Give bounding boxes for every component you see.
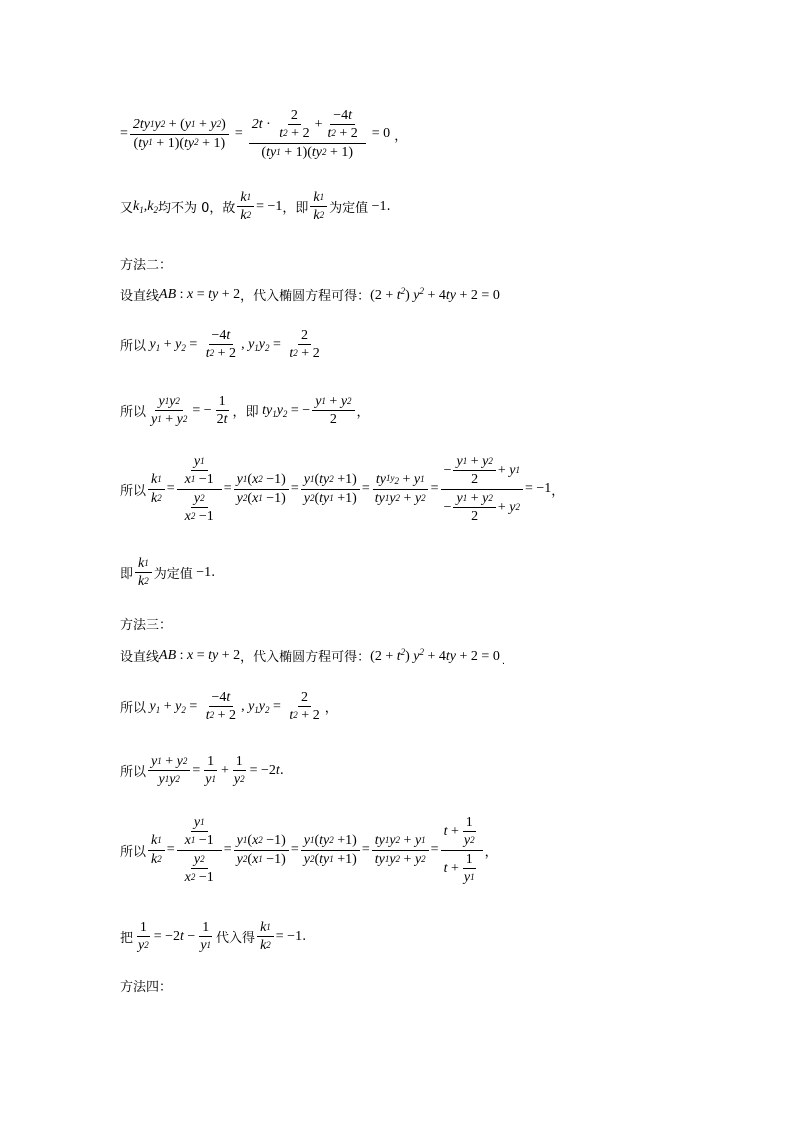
punctuation: . [386,199,391,215]
text-label: 即 [245,405,259,421]
punctuation: . [501,656,506,667]
reciprocal-line-3: 所以 y 1 + y 2 y 1 y 2 = 1 y 1 + 1 y 2 = −2t . [120,754,284,788]
text-label: 为定值 [329,201,369,217]
punctuation: . [302,929,307,945]
slope-ratio-line-2: 所以 k 1 k 2 = y 1 x 1 −1 y 2 x 2 −1 = y 1 ( x 2 −1) y 2 ( x 1 −1) = y 1 ( ty 2 +1) y 2 ( ty 1 +1) = ty $1y_2$ + y 1 ty 1 y 2 + y 2 = − y 1 + y 2 2 + y 1 − y 1 + y 2 2 + y 2 = −1 ， [120,454,565,525]
punctuation: ， [394,128,408,144]
text-label: ，代入椭圆方程可得： [240,650,371,665]
method-4-heading [120,976,172,995]
text-label: 把 [120,931,134,947]
punctuation: ， [484,844,498,860]
section-heading: 方法四： [120,980,173,995]
text-label: 设直线 [120,289,160,304]
punctuation: ， [356,405,370,421]
text-label: 即 [120,567,134,583]
fraction: 2ty 1 y 2 + ( y 1 + y 2 ) ( ty 1 + 1)( ty 2 + 1) [130,117,229,151]
section-heading: 方法三： [120,618,173,633]
text-label: 所以 [120,765,147,781]
section-heading: 方法二： [120,258,173,273]
text-label: 设直线 [120,650,160,665]
punctuation: ， [551,483,565,499]
text-label: 所以 [120,701,147,717]
vieta-line-2: 所以 $y_1 + y_2$ = −4 t t 2 + 2 , $y_1y_2$ = 2 t 2 + 2 [120,328,320,362]
conclusion-line-1: 又 $k_1,k_2$ 均不为 0，故 k 1 k 2 = −1 ，即 k 1 k 2 为定值 −1 . [120,190,391,224]
text-label: 均不为 0，故 [157,201,236,217]
method-3-heading [120,614,172,633]
text-label: 所以 [120,339,147,355]
fraction: 2t · 2 t 2 + 2 + −4 t t 2 + 2 ( ty 1 + 1)( ty 2 + 1) [249,108,366,160]
punctuation: . [279,763,284,779]
punctuation: . [211,565,216,581]
text-label: 又 [120,201,134,217]
text-label: 所以 [120,405,147,421]
line-setup-2: 设直线 AB : x = ty + 2 ，代入椭圆方程可得： $(2 + t^2)$ $y^2 + 4ty + 2 = 0$ [120,285,500,304]
text-label: 所以 [120,844,147,860]
punctuation: ， [324,701,338,717]
method-2-heading [120,254,172,273]
text-label: ，即 [282,201,309,217]
punctuation: ， [232,405,246,421]
text-label: 所以 [120,483,147,499]
equation-line-1: = 2ty 1 y 2 + ( y 1 + y 2 ) ( ty 1 + 1)( ty 2 + 1) = 2t · 2 t 2 + 2 + −4 t t 2 + 2 ( ty 1 + 1)( ty 2 + 1) = 0 ， [120,108,408,160]
text-label: 代入得 [216,931,256,947]
text-label: ，代入椭圆方程可得： [240,289,371,304]
conclusion-line-2: 即 k 1 k 2 为定值 −1 . [120,556,216,590]
line-setup-3: 设直线 AB : x = ty + 2 ，代入椭圆方程可得： $(2 + t^2)$ $y^2 + 4ty + 2 = 0$ . [120,646,506,667]
substitution-line-3: 把 1 y 2 = −2t − 1 y 1 代入得 k 1 k 2 = −1 . [120,920,307,954]
text-label: 为定值 [153,567,193,583]
slope-ratio-line-3: 所以 k 1 k 2 = y 1 x 1 −1 y 2 x 2 −1 = y 1 ( x 2 −1) y 2 ( x 1 −1) = y 1 ( ty 2 +1) y 2 ( ty 1 +1) = ty 1 y 2 + y 1 ty 1 y 2 + y 2 = t + 1 y 2 t + 1 y 1 ， [120,815,498,886]
ratio-line-2: 所以 y 1 y 2 y 1 + y 2 = − 1 2 t ， 即 $ty_1y_2$ = − y 1 + y 2 2 ， [120,394,370,428]
vieta-line-3: 所以 $y_1 + y_2$ = −4 t t 2 + 2 , $y_1y_2$ = 2 t 2 + 2 ， [120,690,338,724]
